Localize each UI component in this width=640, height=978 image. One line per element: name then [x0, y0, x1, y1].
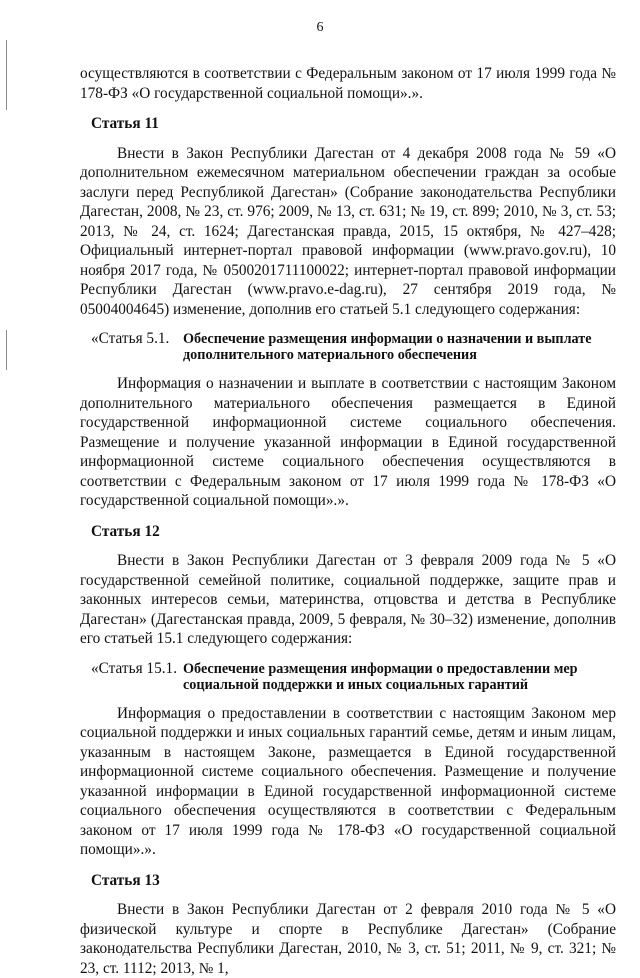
article-5-1-title — [91, 331, 616, 363]
page-number: 6 — [316, 20, 324, 35]
paragraph-continuation: осуществляются в соответствии с Федеральным законом от 17 июля 1999 года № 178-ФЗ «О государственной социальной помощи».». — [80, 65, 616, 102]
article-5-1-number: «Статья 5.1. — [91, 330, 170, 347]
article-15-1-number: «Статья 15.1. — [91, 659, 178, 677]
article-11-heading: Статья 11 — [91, 115, 159, 132]
scan-edge-mark — [6, 330, 7, 370]
article-5-1-text: Информация о назначении и выплате в соответствии с настоящим Законом дополнительного материального обеспечения размещается в Единой государственной информационной системе социального обеспечения. Размещение и получение указанной информации в Единой государственной информационной системе социального обеспечения осуществляются в соответствии с Федеральным законом от 17 июля 1999 года № 178-ФЗ «О государственной социальной помощи».». — [80, 375, 616, 509]
article-15-1-text: Информация о предоставлении в соответствии с настоящим Законом мер социальной поддержки и иных социальных гарантий семье, детям и иным лицам, указанным в настоящем Законе, размещается в Единой государственной информационной системе социального обеспечения. Размещение и получение указанной информации в Единой государственной информационной системе социального обеспечения осуществляются в соответствии с Федеральным законом от 17 июля 1999 года № 178-ФЗ «О государственной социальной помощи».». — [80, 704, 616, 858]
scan-edge-mark — [6, 40, 7, 110]
article-15-1-title — [91, 661, 616, 693]
article-11-text: Внести в Закон Республики Дагестан от 4 декабря 2008 года № 59 «О дополнительном ежемесячном материальном обеспечении граждан за особые заслуги перед Республикой Дагестан» (Собрание законодательства Республики Дагестан, 2008, № 23, ст. 976; 2009, № 13, ст. 631; № 19, ст. 899; 2010, № 3, ст. 53; 2013, № 24, ст. 1624; Дагестанская правда, 2015, 15 октября, № 427–428; Официальный интернет-портал правовой информации (www.pravo.gov.ru), 10 ноября 2017 года, № 0500201711100022; интернет-портал правовой информации Республики Дагестан (www.pravo.e-dag.ru), 27 сентября 2019 года, № 05004004645) изменение, дополнив его статьей 5.1 следующего содержания: — [80, 144, 616, 318]
article-15-1-title-text: Обеспечение размещения информации о предоставлении мер социальной поддержки и иных социальных гарантий — [183, 660, 578, 693]
article-5-1-title-text: Обеспечение размещения информации о назначении и выплате дополнительного материального обеспечения — [183, 331, 592, 363]
article-12-text: Внести в Закон Республики Дагестан от 3 февраля 2009 года № 5 «О государственной семейной политике, социальной поддержке, защите прав и законных интересов семьи, материнства, отцовства и детства в Республике Дагестан» (Дагестанская правда, 2009, 5 февраля, № 30–32) изменение, дополнив его статьей 15.1 следующего содержания: — [80, 552, 616, 647]
article-13-text: Внести в Закон Республики Дагестан от 2 февраля 2010 года № 5 «О физической культуре и спорте в Республике Дагестан» (Собрание законодательства Республики Дагестан, 2010, № 3, ст. 51; 2011, № 9, ст. 321; № 23, ст. 1112; 2013, № 1, — [80, 901, 616, 977]
article-12-heading: Статья 12 — [91, 522, 160, 540]
document-body — [80, 64, 616, 978]
article-13-heading: Статья 13 — [91, 871, 160, 889]
